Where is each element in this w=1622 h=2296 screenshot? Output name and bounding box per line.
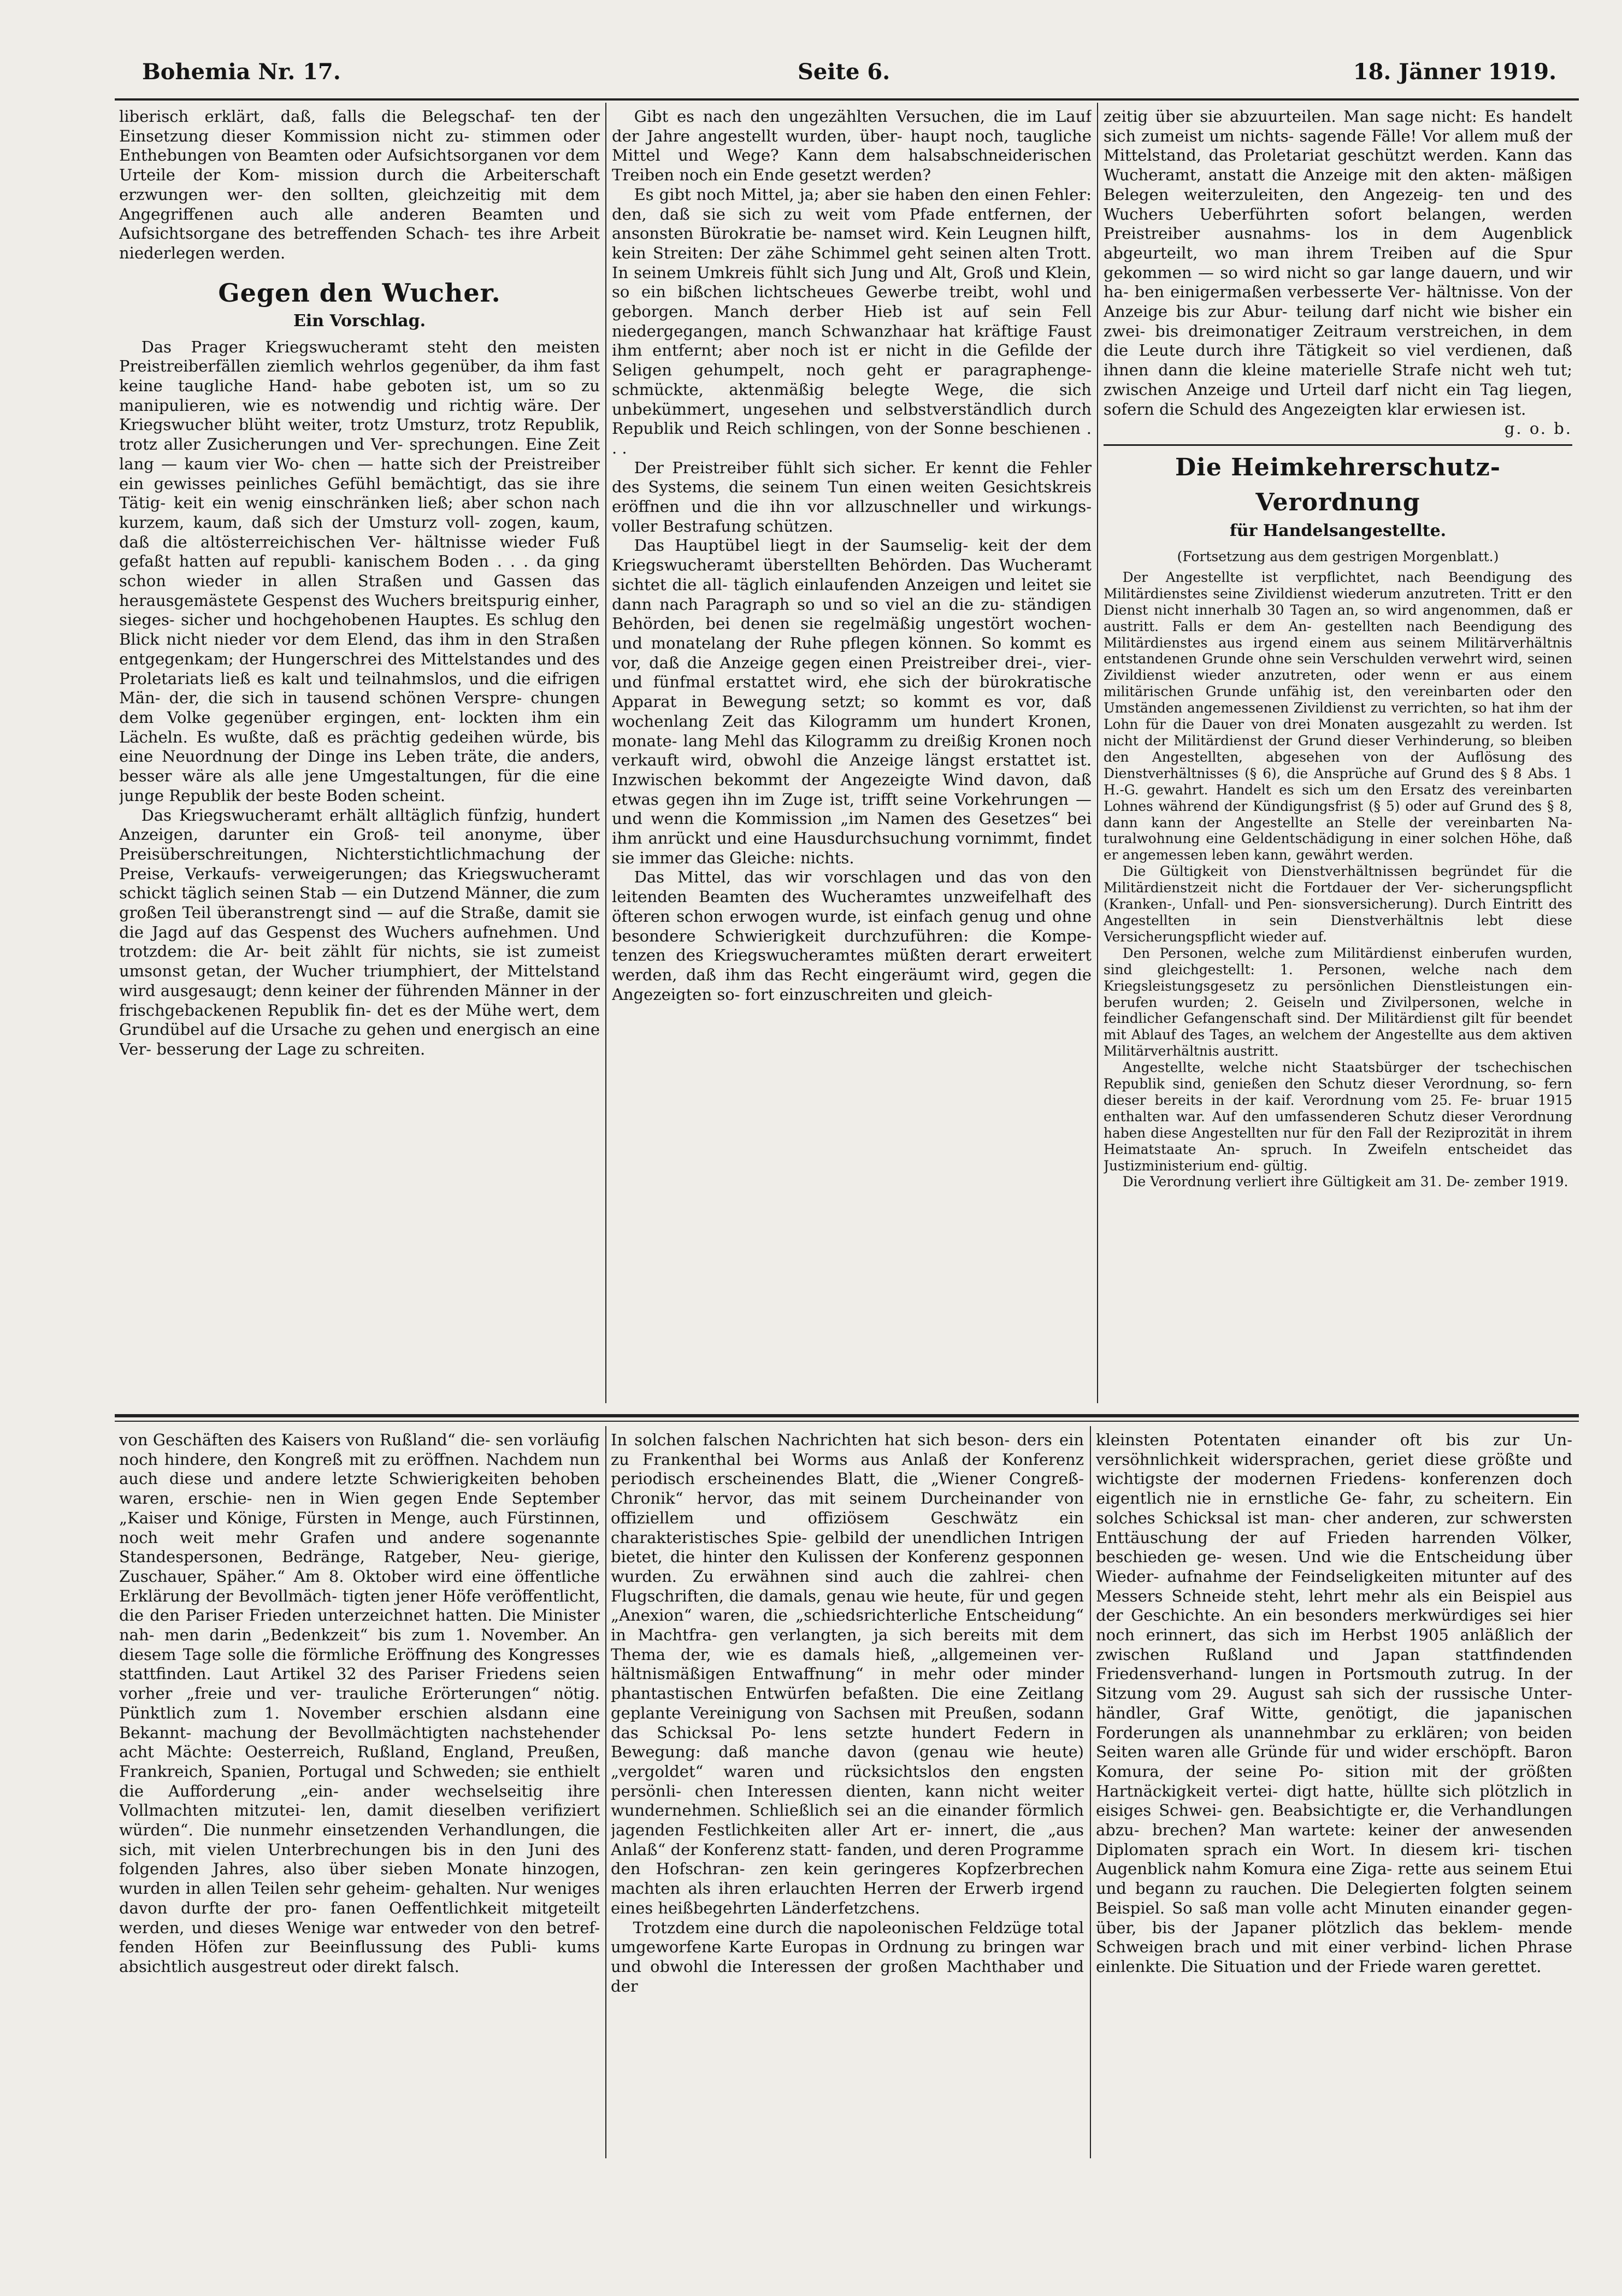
paragraph: Die Verordnung verliert ihre Gültigkeit am 31. De- zember 1919.	[1122, 1174, 1568, 1190]
paragraph: Der Preistreiber fühlt sich sicher. Er kennt die Fehler des Systems, die seinem Tun einen weiten Gesichtskreis eröffnen und die ihn vor allzuschneller und wirkungs- voller Bestrafung schützen.	[612, 458, 1092, 535]
paragraph: Es gibt noch Mittel, ja; aber sie haben den einen Fehler: den, daß sie sich zu weit vom Pfade entfernen, der ansonsten Bürokratie be- namset wird. Kein Leugnen hilft, kein Streiten: Der zähe Schimmel geht seinen alten Trott. In seinem Umkreis fühlt sich Jung und Alt, Groß und Klein, so ein bißchen lichtscheues Gewerbe treibt, wohl und geborgen. Manch derber Hieb ist auf sein Fell niedergegangen, manch Schwanzhaar hat kräftige Faust ihm entfernt; aber noch ist er nicht in die Gefilde der Seligen gehumpelt, noch geht er paragraphenge- schmückte, aktenmäßig belegte Wege, die sich unbekümmert, ungesehen und selbstverständlich durch Republik und Reich schlingen, von der Sonne beschienen . . .	[612, 185, 1092, 457]
feuilleton-column-1	[119, 1430, 600, 2152]
article-subtitle: Ein Vorschlag.	[293, 311, 426, 331]
paragraph: In solchen falschen Nachrichten hat sich beson- ders ein zu Frankenthal bei Worms aus Anlaß der Konferenz periodisch erscheinendes Blatt, die „Wiener Congreß-Chronik“ hervor, das mit seinem Durcheinander von offiziellem und offiziösem Geschwätz ein charakteristisches Spie- gelbild der unendlichen Intrigen bietet, die hinter den Kulissen der Konferenz gesponnen wurden. Zu erwähnen sind auch die zahlrei- chen Flugschriften, die damals, genau wie heute, für und gegen „Anexion“ waren, die „schiedsrichterliche Entscheidung“ in Machtfra- gen verlangten, ja sich bereits mit dem Thema der, wie es damals hieß, „allgemeinen ver- hältnismäßigen Entwaffnung“ in mehr oder minder phantastischen Entwürfen befaßten. Die eine Zeitlang geplante Vereinigung von Sachsen mit Preußen, sodann das Schicksal Po- lens setzte hundert Federn in Bewegung: daß manche davon (genau wie heute) „vergoldet“ waren und rücksichtslos den engsten persönli- chen Interessen dienten, kann nicht weiter wundernehmen. Schließlich sei an die einander förmlich jagenden Festlichkeiten aller Art er- innert, die „aus Anlaß“ der Konferenz statt- fanden, und deren Programme den Hofschran- zen kein geringeres Kopfzerbrechen machten als ihren erlauchten Herren der Erwerb irgend eines heißbegehrten Länderfetzchens.	[611, 1430, 1084, 1917]
article-column-1	[119, 107, 600, 1408]
feuilleton-rule	[115, 1421, 1579, 1422]
paragraph: Der Angestellte ist verpflichtet, nach Beendigung des Militärdienstes seine Zivildienst wiederum anzutreten. Tritt er den Dienst nicht innerhalb 30 Tagen an, so wird angenommen, daß er austritt. Falls er dem An- gestellten nach Beendigung des Militärdienstes aus irgend einem aus seinem Militärverhältnis entstandenen Grunde ohne sein Verschulden verwehrt wird, seinen Zivildienst wieder anzutreten, oder wenn er aus einem militärischen Grunde unfähig ist, den vereinbarten oder den Umständen angemessenen Zivildienst zu verrichten, so hat ihm der Lohn für die Dauer von drei Monaten ausgezahlt zu werden. Ist nicht der Militärdienst der Grund dieser Verhinderung, so bleiben den Angestellten, abgesehen von der Auflösung des Dienstverhältnisses (§ 6), die Ansprüche auf Grund des § 8 Abs. 1 H.-G. gewahrt. Handelt es sich um den Ersatz des vereinbarten Lohnes während der Kündigungsfrist (§ 5) oder auf Grund des § 8, dann kann der Angestellte an Stelle der vereinbarten Na- turalwohnung eine Geldentschädigung in einer solchen Höhe, daß er angemessen leben kann, gewährt werden.	[1104, 569, 1572, 863]
header-issue: Bohemia Nr. 17.	[142, 59, 341, 85]
article-note: (Fortsetzung aus dem gestrigen Morgenblatt.)	[1177, 548, 1499, 564]
paragraph: Den Personen, welche zum Militärdienst einberufen wurden, sind gleichgestellt: 1. Personen, welche nach dem Kriegsleistungsgesetz zu persönlichen Dienstleistungen ein- berufen wurden; 2. Geiseln und Zivilpersonen, welche in feindlicher Gefangenschaft sind. Der Militärdienst gilt für beendet mit Ablauf des Tages, an welchem der Angestellte aus dem aktiven Militärverhältnis austritt.	[1104, 945, 1572, 1059]
article-column-2	[612, 107, 1092, 1408]
section-rule	[1104, 444, 1572, 446]
paragraph: Trotzdem eine durch die napoleonischen Feldzüge total umgeworfene Karte Europas in Ordnung zu bringen war und obwohl die Interessen der großen Machthaber und der	[611, 1918, 1084, 1995]
feuilleton-column-3	[1096, 1430, 1572, 2152]
paragraph: liberisch erklärt, daß, falls die Belegschaf- ten der Einsetzung dieser Kommission nicht zu- stimmen oder Enthebungen von Beamten oder Aufsichtsorganen vor dem Urteile der Kom- mission durch die Arbeiterschaft erzwungen wer- den sollten, gleichzeitig mit dem Angegriffenen auch alle anderen Beamten und Aufsichtsorgane des betreffenden Schach- tes ihre Arbeit niederlegen werden.	[119, 107, 600, 262]
page-header	[142, 59, 1556, 92]
column-rule	[1090, 1426, 1091, 2158]
paragraph: von Geschäften des Kaisers von Rußland“ die- sen vorläufig noch hindere, den Kongreß mit zu eröffnen. Nachdem nun auch diese und andere letzte Schwierigkeiten behoben waren, erschie- nen in Wien gegen Ende September „Kaiser und Könige, Fürsten in Menge, auch Fürstinnen, noch weit mehr Grafen und andere sogenannte Standespersonen, Bedränge, Ratgeber, Neu- gierige, Zuschauer, Späher.“ Am 8. Oktober wird eine öffentliche Erklärung der Bevollmäch- tigten jener Höfe veröffentlicht, die den Pariser Frieden unterzeichnet hatten. Die Minister nah- men darin „Bedenkzeit“ bis zum 1. November. An diesem Tage solle die förmliche Eröffnung des Kongresses stattfinden. Laut Artikel 32 des Pariser Friedens seien vorher „freie und ver- trauliche Erörterungen“ nötig. Pünktlich zum 1. November erschien alsdann eine Bekannt- machung der Bevollmächtigten nachstehender acht Mächte: Oesterreich, Rußland, England, Preußen, Frankreich, Spanien, Portugal und Schweden; sie enthielt die Aufforderung „ein- ander wechselseitig ihre Vollmachten mitzutei- len, damit dieselben verifiziert würden“. Die nunmehr einsetzenden Verhandlungen, die sich, mit vielen Unterbrechungen bis in den Juni des folgenden Jahres, also über sieben Monate hinzogen, wurden in allen Teilen sehr geheim- gehalten. Nur weniges davon durfte der pro- fanen Oeffentlichkeit mitgeteilt werden, und dieses Wenige war entweder von den betref- fenden Höfen zur Beeinflussung des Publi- kums absichtlich ausgestreut oder direkt falsch.	[119, 1430, 600, 1976]
paragraph: Die Gültigkeit von Dienstverhältnissen begründet für die Militärdienstzeit nicht die Fortdauer der Ver- sicherungspflicht (Kranken-, Unfall- und Pen- sionsversicherung). Durch Eintritt des Angestellten in sein Dienstverhältnis lebt diese Versicherungspflicht wieder auf.	[1104, 863, 1572, 945]
column-rule	[1097, 103, 1098, 1403]
author-signature: g. o. b.	[1504, 419, 1572, 438]
header-page-number: Seite 6.	[798, 59, 890, 85]
column-rule	[605, 1426, 606, 2158]
feuilleton-column-2	[611, 1430, 1084, 2152]
article-column-3	[1104, 107, 1572, 1408]
paragraph: Das Prager Kriegswucheramt steht den meisten Preistreiberfällen ziemlich wehrlos gegenüber, da ihm fast keine taugliche Hand- habe geboten ist, um so zu manipulieren, wie es notwendig und richtig wäre. Der Kriegswucher blüht weiter, trotz Umsturz, trotz Republik, trotz aller Zusicherungen und Ver- sprechungen. Eine Zeit lang — kaum vier Wo- chen — hatte sich der Preistreiber ein gewisses peinliches Gefühl bemächtigt, das sie ihre Tätig- keit ein wenig einschränken ließ; aber schon nach kurzem, kaum, daß sich der Umsturz voll- zogen, kaum, daß die altösterreichischen Ver- hältnisse wieder Fuß gefaßt hatten auf republi- kanischem Boden . . . da ging schon wieder in allen Straßen und Gassen das herausgemästete Gespenst des Wuchers breitspurig einher, sieges- sicher und hochgehobenen Hauptes. Es schlug den Blick nicht nieder vor dem Elend, das ihm in den Straßen entgegenkam; der Hungerschrei des Mittelstandes und des Proletariats ließ es kalt und teilnahmslos, und die eifrigen Män- der, die sich in tausend schönen Verspre- chungen dem Volke gegenüber ergingen, ent- lockten ihm ein Lächeln. Es wußte, daß es prächtig gedeihen würde, bis eine Neuordnung der Dinge ins Leben träte, die anders, besser wäre als alle jene Umgestaltungen, für die eine junge Republik der beste Boden scheint.	[119, 337, 600, 805]
feuilleton-rule	[115, 1414, 1579, 1417]
column-rule	[605, 103, 606, 1403]
paragraph: Das Hauptübel liegt in der Saumselig- keit der dem Kriegswucheramt überstellten Behörden. Das Wucheramt sichtet die all- täglich einlaufenden Anzeigen und leitet sie dann nach Paragraph so und so viel an die zu- ständigen Behörden, bei denen sie regelmäßig ungestört wochen- und monatelang der Ruhe pflegen können. So kommt es vor, daß die Anzeige gegen einen Preistreiber drei-, vier- und fünfmal erstattet wird, ehe sich der bürokratische Apparat in Bewegung setzt; so kommt es vor, daß wochenlang Zeit das Kilogramm um hundert Kronen, monate- lang Mehl das Kilogramm zu dreißig Kronen noch verkauft wird, obwohl die Anzeige längst erstattet ist. Inzwischen bekommt der Angezeigte Wind davon, daß etwas gegen ihn im Zuge ist, trifft seine Vorkehrungen — und wenn die Kommission „im Namen des Gesetzes“ bei ihm anrückt und eine Hausdurchsuchung vornimmt, findet sie immer das Gleiche: nichts.	[612, 536, 1092, 867]
article-subtitle: für Handelsangestellte.	[1229, 521, 1447, 540]
paragraph: Das Kriegswucheramt erhält alltäglich fünfzig, hundert Anzeigen, darunter ein Groß- teil anonyme, über Preisüberschreitungen, Nichterstichtlichmachung der Preise, Verkaufs- verweigerungen; das Kriegswucheramt schickt täglich seinen Stab — ein Dutzend Männer, die zum großen Teil überanstrengt sind — auf die Straße, damit sie die Jagd auf das Gespenst des Wuchers aufnehmen. Und trotzdem: die Ar- beit zählt für nichts, sie ist zumeist umsonst getan, der Wucher triumphiert, der Mittelstand wird ausgesaugt; denn keiner der führenden Männer in der frischgebackenen Republik fin- det es der Mühe wert, dem Grundübel auf die Ursache zu gehen und energisch an eine Ver- besserung der Lage zu schreiten.	[119, 805, 600, 1058]
paragraph: zeitig über sie abzuurteilen. Man sage nicht: Es handelt sich zumeist um nichts- sagende Fälle! Vor allem muß der Mittelstand, das Proletariat geschützt werden. Kann das Wucheramt, anstatt die Anzeige mit den akten- mäßigen Belegen weiterzuleiten, den Angezeig- ten und des Wuchers Ueberführten sofort belangen, werden Preistreiber ausnahms- los in dem Augenblick abgeurteilt, wo man ihrem Treiben auf die Spur gekommen — so wird nicht so gar lange dauern, und wir ha- ben einigermaßen verbesserte Ver- hältnisse. Von der Anzeige bis zur Abur- teilung darf nicht wie bisher ein zwei- bis dreimonatiger Zeitraum verstreichen, in dem die Leute durch ihre Tätigkeit so viel verdienen, daß ihnen dann die kleine materielle Strafe nicht weh tut; zwischen Anzeige und Urteil darf nicht ein Tag liegen, sofern die Schuld des Angezeigten klar erwiesen ist.	[1104, 107, 1572, 419]
article-title: Gegen den Wucher.	[218, 278, 501, 308]
paragraph: Gibt es nach den ungezählten Versuchen, die im Lauf der Jahre angestellt wurden, über- haupt noch, taugliche Mittel und Wege? Kann dem halsabschneiderischen Treiben noch ein Ende gesetzt werden?	[612, 107, 1092, 185]
ordinance-text	[1104, 569, 1572, 1190]
paragraph: Das Mittel, das wir vorschlagen und das von den leitenden Beamten des Wucheramtes unzweifelhaft des öfteren schon erwogen wurde, ist einfach genug und ohne besondere Schwierigkeit durchzuführen: die Kompe- tenzen des Kriegswucheramtes müßten derart erweitert werden, daß ihm das Recht eingeräumt wird, gegen die Angezeigten so- fort einzuschreiten und gleich-	[612, 868, 1092, 1004]
header-date: 18. Jänner 1919.	[1353, 59, 1556, 85]
header-rule	[115, 98, 1579, 101]
paragraph: Angestellte, welche nicht Staatsbürger der tschechischen Republik sind, genießen den Schutz dieser Verordnung, so- fern dieser bereits in der kaif. Verordnung vom 25. Fe- bruar 1915 enthalten war. Auf den umfassenderen Schutz dieser Verordnung haben diese Angestellten nur für den Fall der Reziprozität in ihrem Heimatstaate An- spruch. In Zweifeln entscheidet das Justizministerium end- gültig.	[1104, 1059, 1572, 1174]
article-title: Die Heimkehrerschutz-Verordnung	[1175, 453, 1501, 516]
paragraph: kleinsten Potentaten einander oft bis zur Un- versöhnlichkeit widersprachen, geriet diese größte und wichtigste der modernen Friedens- konferenzen doch eigentlich nie in ernstliche Ge- fahr, zu scheitern. Ein solches Schicksal ist man- cher anderen, zur schwersten Enttäuschung der auf Frieden harrenden Völker, beschieden ge- wesen. Und wie die Entscheidung über Wieder- aufnahme der Feindseligkeiten mitunter auf des Messers Schneide steht, lehrt mehr als ein Beispiel aus der Geschichte. An ein besonders merkwürdiges sei hier noch erinnert, das sich im Herbst 1905 anläßlich der zwischen Rußland und Japan stattfindenden Friedensverhand- lungen in Portsmouth zutrug. In der Sitzung vom 29. August sah sich der russische Unter- händler, Graf Witte, genötigt, die japanischen Forderungen als unannehmbar zu erklären; von beiden Seiten waren alle Gründe für und wider erschöpft. Baron Komura, der seine Po- sition mit der größten Hartnäckigkeit vertei- digt hatte, hüllte sich plötzlich in eisiges Schwei- gen. Beabsichtigte er, die Verhandlungen abzu- brechen? Man wartete: keiner der anwesenden Diplomaten sprach ein Wort. In diesem kri- tischen Augenblick nahm Komura eine Ziga- rette aus seinem Etui und begann zu rauchen. Die Delegierten folgten seinem Beispiel. So saß man volle acht Minuten einander gegen- über, bis der Japaner plötzlich das beklem- mende Schweigen brach und mit einer verbind- lichen Phrase einlenkte. Die Situation und der Friede waren gerettet.	[1096, 1430, 1572, 1976]
